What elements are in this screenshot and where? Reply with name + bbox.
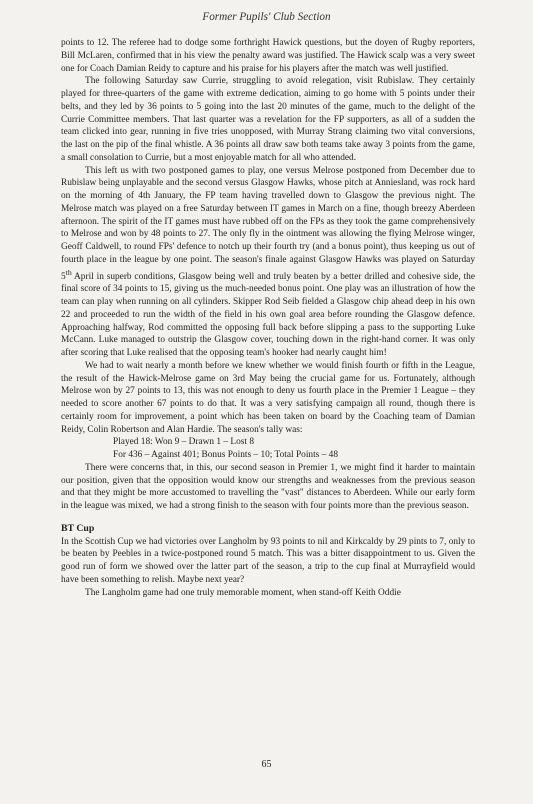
paragraph-text: This left us with two postponed games to play, one versus Melrose postponed from December due to Rubislaw being unplayable and the second versus Glasgow Hawks, whose pitch at Anniesland, was rock hard on the morning of 4th January, the FP team having travelled down to Glasgow the previous night. The Melrose match was played on a free Saturday between IT games in March on a fine, though breezy Aberdeen afternoon. The spirit of the IT games must have rubbed off on the FPs as they took the game comprehensively to Melrose and won by 48 points to 27. The only fly in the ointment was allowing the flying Melrose winger, Geoff Caldwell, to round FPs' defence to notch up their fourth try (and a bonus point), thus keeping us out of fourth place in the league by one point. The season's finale against Glasgow Hawks was played on Saturday 5 [61, 165, 475, 282]
ordinal-superscript: th [65, 267, 72, 277]
article-body [61, 37, 475, 599]
page-number: 65 [261, 759, 272, 770]
paragraph: In the Scottish Cup we had victories over Langholm by 93 points to nil and Kirkcaldy by 29 pints to 7, only to be beaten by Peebles in a twice-postponed round 5 match. This was a bitter disappointment to us. Given the good run of form we showed over the latter part of the season, a trip to the cup final at Murrayfield would have been something to relish. Maybe next year? [61, 536, 475, 585]
season-tally-points: For 436 – Against 401; Bonus Points – 10; Total Points – 48 [113, 450, 339, 461]
paragraph: We had to wait nearly a month before we knew whether we would finish fourth or fifth in the League, the result of the Hawick-Melrose game on 3rd May being the crucial game for us. Fortunately, although Melrose won by 27 points to 13, this was not enough to deny us fourth place in the Premier 1 League – they needed to score another 67 points to do that. It was a very satisfying campaign all round, though there is certainly room for improvement, a point which has been taken on board by the Coaching team of Damian Reidy, Colin Robertson and Alan Hardie. The season's tally was: [61, 360, 475, 435]
paragraph: The Langholm game had one truly memorable moment, when stand-off Keith Oddie [85, 587, 401, 598]
paragraph-text: April in superb conditions, Glasgow being well and truly beaten by a better drilled and cohesive side, the final score of 34 points to 15, giving us the much-needed bonus point. One play was an illustration of how the team can play when running on all cylinders. Skipper Rod Seib fielded a Glasgow chip ahead deep in his own 22 and proceeded to run the width of the field in his own goal area before rounding the Glasgow defence. Approaching halfway, Rod committed the opposing full back before slipping a pass to the supporting Luke McCann. Luke managed to outstrip the Glasgow cover, touching down in the right-hand corner. It was only after scoring that Luke realised that the opposing team's hooker had nearly caught him! [61, 271, 475, 359]
section-heading: BT Cup [61, 522, 95, 534]
season-tally-record: Played 18: Won 9 – Drawn 1 – Lost 8 [113, 437, 255, 448]
paragraph: There were concerns that, in this, our second season in Premier 1, we might find it harder to maintain our position, given that the opposition would know our strengths and weaknesses from the previous season and that they might be more accustomed to travelling the "vast" distances to Aberdeen. While our early form in the league was mixed, we had a strong finish to the season with four points more than the previous season. [61, 462, 475, 512]
paragraph [61, 165, 475, 360]
page-header: Former Pupils' Club Section [202, 11, 331, 23]
paragraph: points to 12. The referee had to dodge some forthright Hawick questions, but the doyen of Rugby reporters, Bill McLaren, confirmed that in his view the penalty award was justified. The Hawick scalp was a very sweet one for Coach Damian Reidy to capture and his praise for his players after the match was well justified. [61, 38, 475, 74]
paragraph: The following Saturday saw Currie, struggling to avoid relegation, visit Rubislaw. They certainly played for three-quarters of the game with extreme dedication, aiming to go home with 5 points under their belts, and they led by 36 points to 5 going into the last 20 minutes of the game, much to the delight of the Currie Committee members. That last quarter was a revelation for the FP supporters, as all of a sudden the team clicked into gear, running in five tries unopposed, with Murray Strang claiming two vital conversions, the last on the pip of the final whistle. A 36 points all draw saw both teams take away 3 points from the game, a small consolation to Currie, but a most enjoyable match for all who attended. [61, 76, 475, 163]
